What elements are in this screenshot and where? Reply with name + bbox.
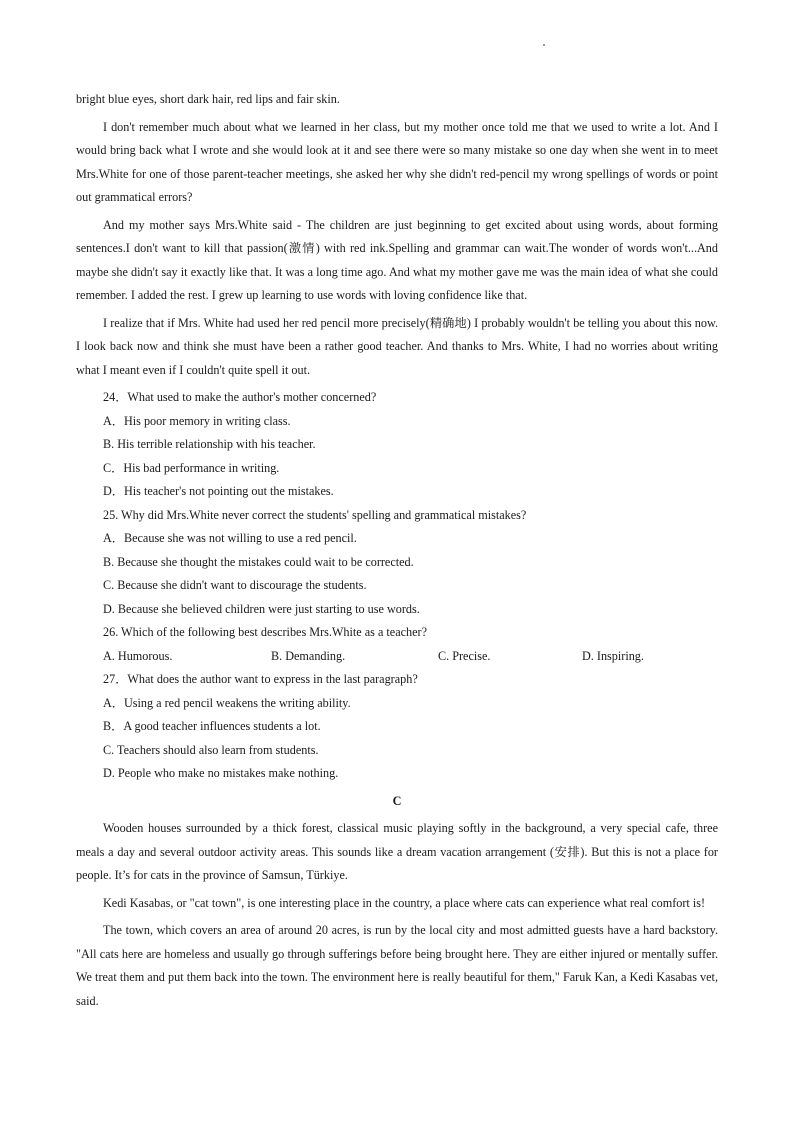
- option: D. People who make no mistakes make nothing.: [103, 766, 339, 780]
- question-26: 26. Which of the following best describes Mrs.White as a teacher?: [103, 625, 427, 639]
- paragraph: Wooden houses surrounded by a thick forest, classical music playing softly in the background, a very special cafe, three meals a day and several outdoor activity areas. This sounds like a dream vacation arrangement (安排). But this is not a place for people. It’s for cats in the province of Samsun, Türkiye.: [76, 821, 718, 882]
- option: C. Because she didn't want to discourage the students.: [103, 578, 367, 592]
- document-page: [76, 88, 718, 1017]
- paragraph-continued: bright blue eyes, short dark hair, red lips and fair skin.: [76, 92, 340, 106]
- option: A．Because she was not willing to use a red pencil.: [103, 531, 357, 545]
- option-row: [76, 645, 718, 669]
- question-27: 27．What does the author want to express in the last paragraph?: [103, 672, 418, 686]
- option: A．Using a red pencil weakens the writing ability.: [103, 695, 351, 710]
- option: A．His poor memory in writing class.: [103, 413, 291, 428]
- option: B. Demanding.: [271, 648, 346, 663]
- paragraph: And my mother says Mrs.White said - The children are just beginning to get excited about using words, about forming sentences.I don't want to kill that passion(激情) with red ink.Spelling and grammar can wait.The wonder of words won't...And maybe she didn't say it exactly like that. It was a long time ago. And what my mother gave me was the main idea of what she could remember. I added the rest. I grew up learning to use words with loving confidence like that.: [76, 217, 718, 302]
- option: B. His terrible relationship with his teacher.: [103, 437, 316, 451]
- paragraph: The town, which covers an area of around 20 acres, is run by the local city and most admitted guests have a hard backstory. "All cats here are homeless and usually go through sufferings before being brought here. They are either injured or mentally suffer. We treat them and put them back into the town. The environment here is really beautiful for them," Faruk Kan, a Kedi Kasabas vet, said.: [76, 923, 718, 1008]
- option: C. Teachers should also learn from students.: [103, 742, 319, 757]
- paragraph: I realize that if Mrs. White had used her red pencil more precisely(精确地) I probably wouldn't be telling you about this now. I look back now and think she must have been a rather good teacher. And thanks to Mrs. White, I had no worries about writing what I meant even if I couldn't quite spell it out.: [76, 315, 718, 377]
- option: D. Because she believed children were just starting to use words.: [103, 601, 420, 616]
- paragraph: I don't remember much about what we learned in her class, but my mother once told me that we used to write a lot. And I would bring back what I wrote and she would look at it and see there were so many mistake so one day when she went in to meet Mrs.White for one of those parent-teacher meetings, she asked her why she didn't red-pencil my wrong spellings of words or point out grammatical errors?: [76, 119, 718, 204]
- scan-dot: [543, 44, 545, 46]
- option: D. Inspiring.: [582, 648, 644, 663]
- option: C．His bad performance in writing.: [103, 460, 280, 475]
- option: D．His teacher's not pointing out the mistakes.: [103, 484, 334, 498]
- question-25: 25. Why did Mrs.White never correct the students' spelling and grammatical mistakes?: [103, 507, 527, 522]
- paragraph: Kedi Kasabas, or "cat town", is one interesting place in the country, a place where cats can experience what real comfort is!: [103, 895, 706, 910]
- option: C. Precise.: [438, 648, 491, 663]
- section-heading-c: C: [392, 793, 402, 808]
- option: B．A good teacher influences students a lot.: [103, 719, 321, 733]
- option: A. Humorous.: [103, 648, 173, 663]
- question-24: 24．What used to make the author's mother concerned?: [103, 390, 377, 404]
- option: B. Because she thought the mistakes could wait to be corrected.: [103, 554, 414, 569]
